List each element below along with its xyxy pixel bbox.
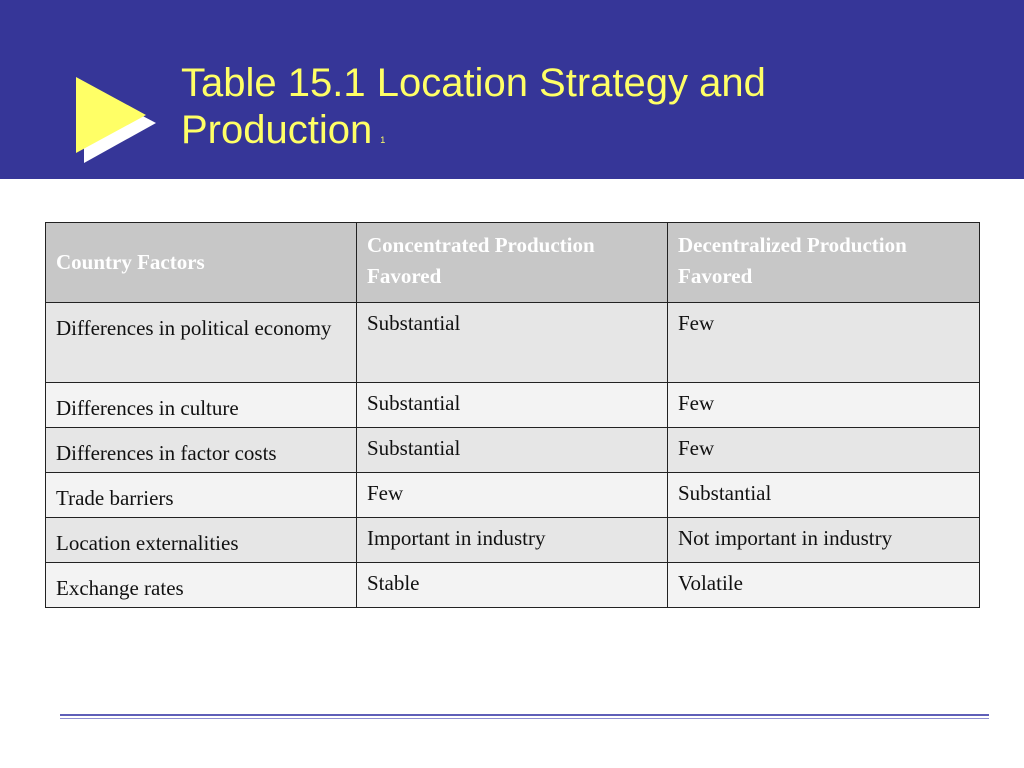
concentrated-cell: Few	[357, 473, 668, 518]
slide-title	[181, 60, 901, 164]
factor-cell: Differences in culture	[46, 383, 357, 428]
slide-number: 1	[380, 135, 386, 145]
factor-cell: Differences in political economy	[46, 303, 357, 383]
concentrated-cell: Stable	[357, 563, 668, 608]
factor-cell: Differences in factor costs	[46, 428, 357, 473]
concentrated-cell: Substantial	[357, 428, 668, 473]
decentralized-cell: Few	[668, 383, 980, 428]
decentralized-cell: Substantial	[668, 473, 980, 518]
decentralized-cell: Few	[668, 303, 980, 383]
concentrated-cell: Substantial	[357, 383, 668, 428]
table-body	[46, 303, 980, 608]
slide-title-line-1: Table 15.1 Location Strategy and	[181, 61, 766, 105]
slide-title-line-2: Production	[181, 108, 373, 152]
table-row	[46, 303, 980, 383]
table-header-row	[46, 223, 980, 303]
decentralized-cell: Few	[668, 428, 980, 473]
table-row	[46, 383, 980, 428]
concentrated-cell: Substantial	[357, 303, 668, 383]
decentralized-cell: Volatile	[668, 563, 980, 608]
header-concentrated-production: Concentrated Production Favored	[357, 223, 668, 303]
table-row	[46, 518, 980, 563]
concentrated-cell: Important in industry	[357, 518, 668, 563]
header-country-factors: Country Factors	[46, 223, 357, 303]
decentralized-cell: Not important in industry	[668, 518, 980, 563]
table-row	[46, 428, 980, 473]
table-header	[46, 223, 980, 303]
location-strategy-table	[45, 222, 980, 608]
footer-divider	[60, 714, 989, 719]
table-row	[46, 563, 980, 608]
play-arrow-icon	[74, 75, 158, 165]
factor-cell: Exchange rates	[46, 563, 357, 608]
table-row	[46, 473, 980, 518]
factor-cell: Location externalities	[46, 518, 357, 563]
factor-cell: Trade barriers	[46, 473, 357, 518]
header-decentralized-production: Decentralized Production Favored	[668, 223, 980, 303]
